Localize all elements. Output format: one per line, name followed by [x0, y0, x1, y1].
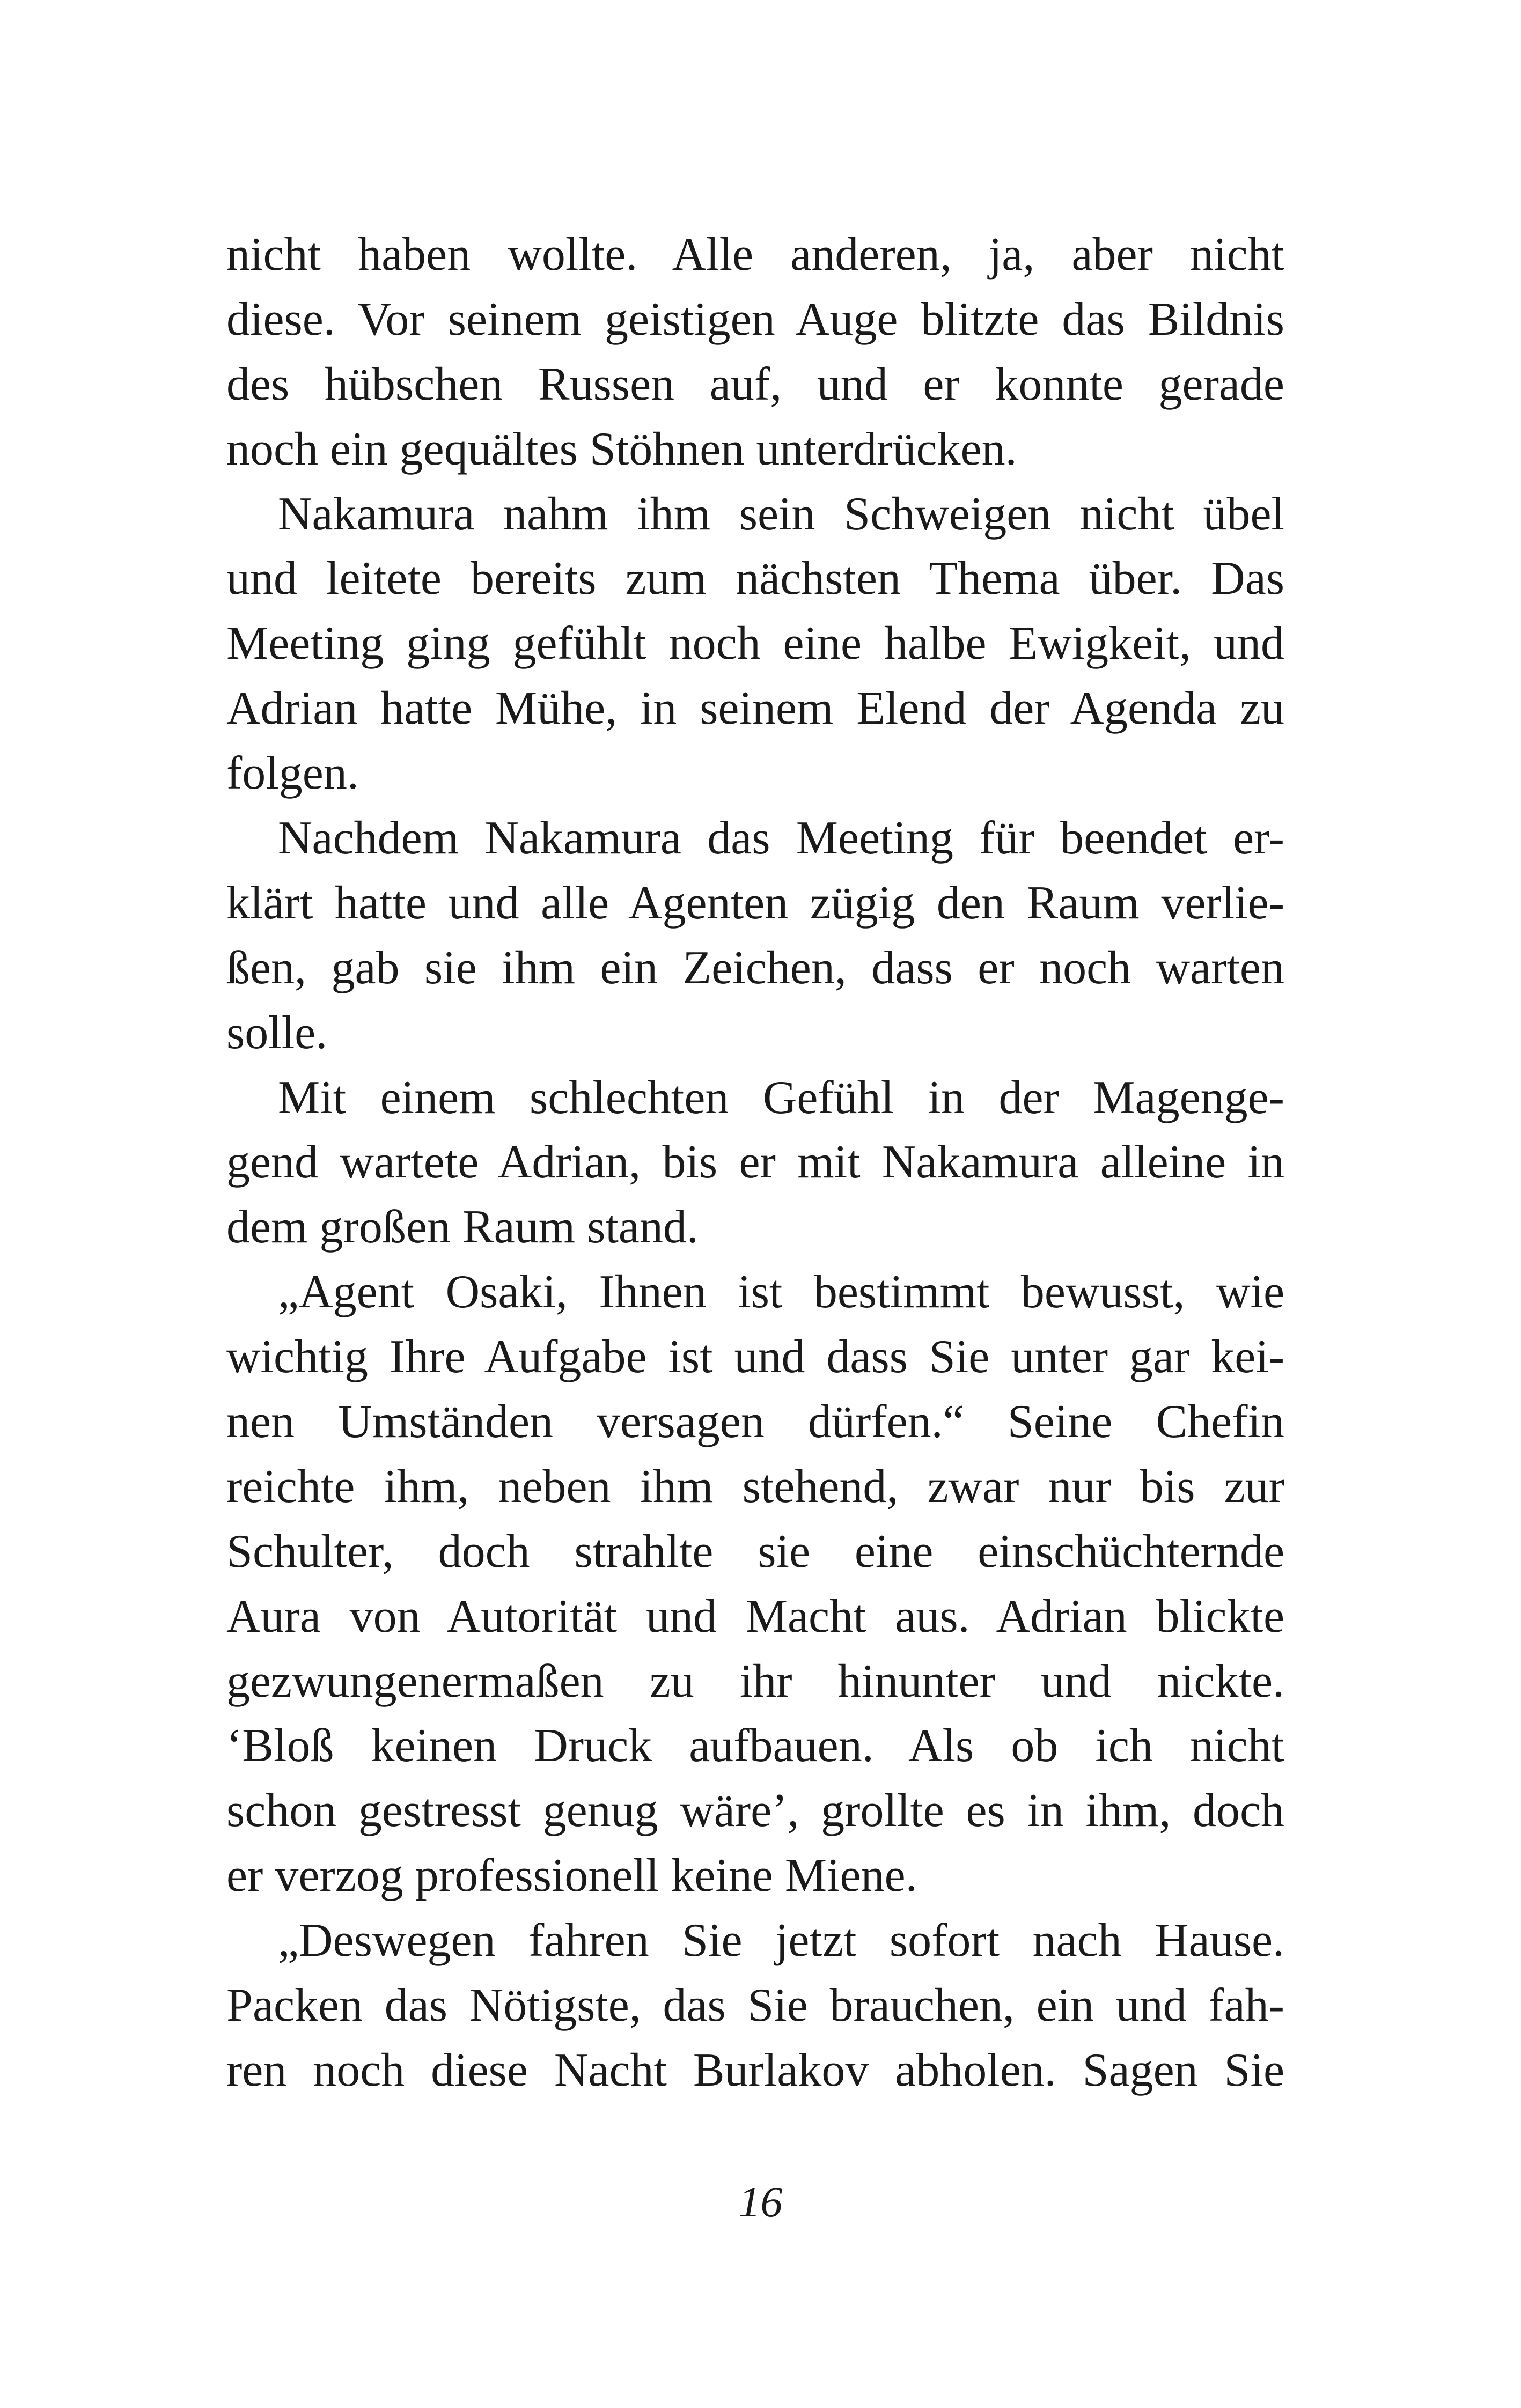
- text-line: nicht haben wollte. Alle anderen, ja, aber nicht: [226, 229, 1284, 281]
- text-line: Mit einem schlechten Gefühl in der Magenge-: [278, 1071, 1284, 1124]
- text-line: des hübschen Russen auf, und er konnte gerade: [226, 358, 1284, 410]
- text-line: Nakamura nahm ihm sein Schweigen nicht übel: [278, 488, 1284, 540]
- text-line: Aura von Autorität und Macht aus. Adrian blickte: [226, 1590, 1284, 1643]
- text-line: gezwungenermaßen zu ihr hinunter und nickte.: [226, 1655, 1284, 1707]
- text-line: nen Umständen versagen dürfen.“ Seine Chefin: [226, 1396, 1284, 1448]
- page-number: 16: [738, 2177, 783, 2226]
- text-line: Schulter, doch strahlte sie eine einschüchternde: [226, 1525, 1284, 1578]
- text-line: folgen.: [226, 747, 359, 800]
- text-line: gend wartete Adrian, bis er mit Nakamura alleine in: [226, 1136, 1284, 1189]
- text-line: Packen das Nötigste, das Sie brauchen, ein und fah-: [226, 1979, 1284, 2032]
- text-line: noch ein gequältes Stöhnen unterdrücken.: [226, 423, 1017, 475]
- text-line: wichtig Ihre Aufgabe ist und dass Sie unter gar kei-: [226, 1331, 1284, 1383]
- text-line: „Agent Osaki, Ihnen ist bestimmt bewusst, wie: [278, 1266, 1284, 1319]
- text-line: klärt hatte und alle Agenten zügig den Raum verlie-: [226, 877, 1284, 929]
- text-line: dem großen Raum stand.: [226, 1201, 699, 1254]
- text-line: ‘Bloß keinen Druck aufbauen. Als ob ich nicht: [226, 1720, 1284, 1772]
- text-line: reichte ihm, neben ihm stehend, zwar nur bis zur: [226, 1460, 1284, 1513]
- text-line: Nachdem Nakamura das Meeting für beendet er-: [278, 812, 1284, 865]
- text-line: er verzog professionell keine Miene.: [226, 1850, 917, 1902]
- text-line: Adrian hatte Mühe, in seinem Elend der Agenda zu: [226, 682, 1284, 735]
- body-text: [226, 223, 1284, 2103]
- text-line: solle.: [226, 1006, 328, 1059]
- text-line: ßen, gab sie ihm ein Zeichen, dass er noch warten: [226, 941, 1284, 994]
- text-line: Meeting ging gefühlt noch eine halbe Ewigkeit, und: [226, 617, 1284, 670]
- text-line: und leitete bereits zum nächsten Thema über. Das: [226, 553, 1284, 605]
- text-line: „Deswegen fahren Sie jetzt sofort nach Hause.: [278, 1914, 1284, 1967]
- text-line: schon gestresst genug wäre’, grollte es in ihm, doch: [226, 1785, 1284, 1837]
- text-line: ren noch diese Nacht Burlakov abholen. Sagen Sie: [226, 2044, 1284, 2096]
- text-line: diese. Vor seinem geistigen Auge blitzte das Bildnis: [226, 293, 1284, 345]
